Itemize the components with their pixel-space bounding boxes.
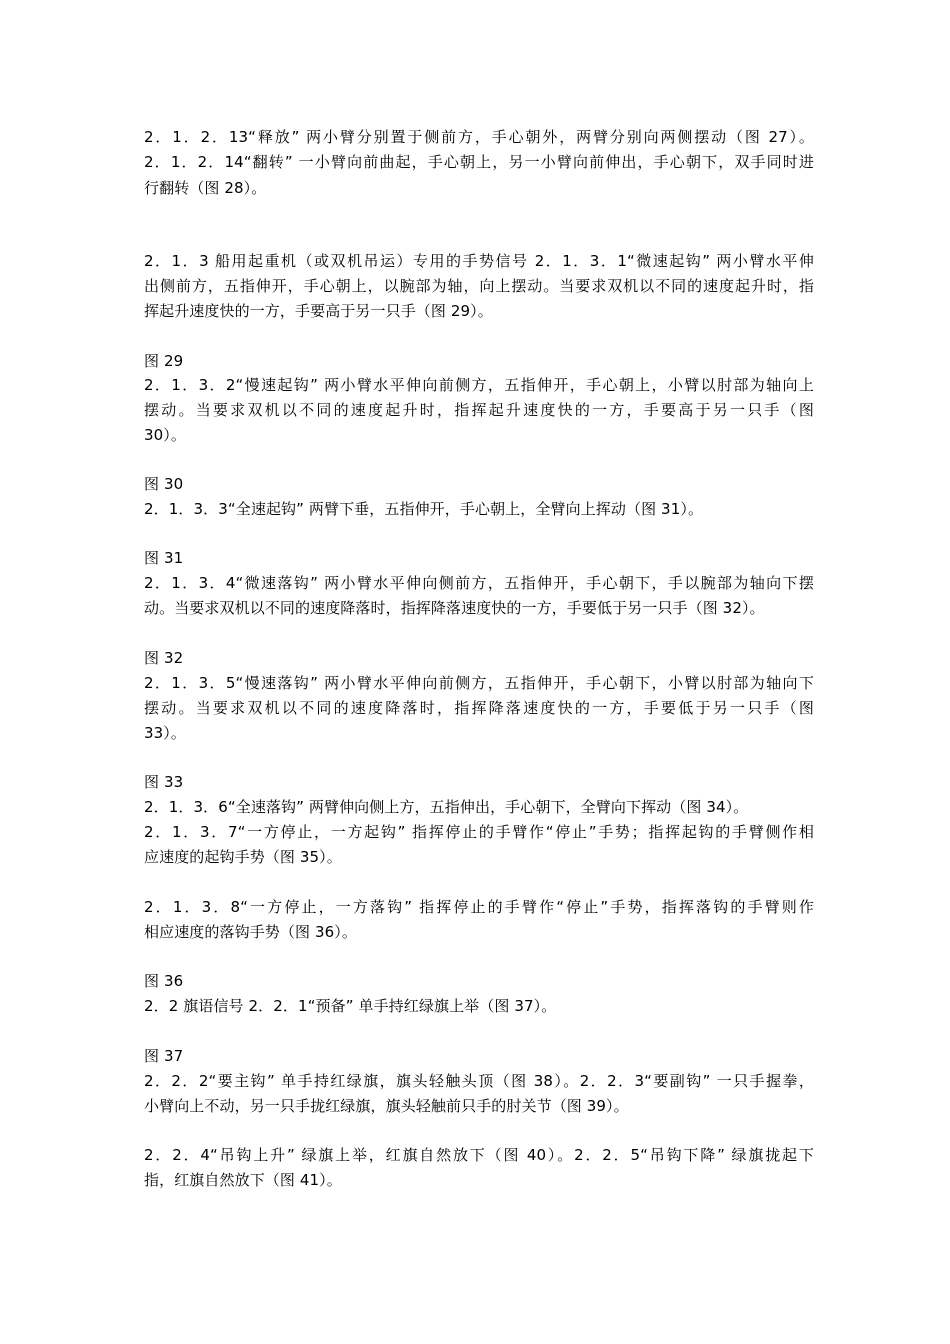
paragraph-2-1-3-2-line-1: 2．1．3．2“慢速起钩” 两小臂水平伸向前侧方，五指伸开，手心朝上，小臂以肘部为轴向上 bbox=[144, 376, 814, 394]
figure-caption-37: 图 37 bbox=[144, 1047, 184, 1065]
paragraph-2-1-3-2-line-3: 30）。 bbox=[144, 426, 186, 444]
paragraph-2-1-3-6: 2．1．3．6“全速落钩” 两臂伸向侧上方，五指伸出，手心朝下，全臂向下挥动（图 34）。 bbox=[144, 798, 749, 816]
paragraph-2-1-3-4-line-2: 动。当要求双机以不同的速度降落时，指挥降落速度快的一方，手要低于另一只手（图 32）。 bbox=[144, 599, 765, 617]
paragraph-2-1-3-5-line-1: 2．1．3．5“慢速落钩” 两小臂水平伸向前侧方，五指伸开，手心朝下，小臂以肘部为轴向下 bbox=[144, 674, 814, 692]
paragraph-2-1-2-13: 2．1．2．13“释放” 两小臂分别置于侧前方，手心朝外，两臂分别向两侧摆动（图 27）。 bbox=[144, 128, 814, 146]
paragraph-2-1-3-8-line-1: 2．1．3．8“一方停止，一方落钩” 指挥停止的手臂作“停止”手势，指挥落钩的手臂则作 bbox=[144, 898, 814, 916]
figure-caption-31: 图 31 bbox=[144, 549, 184, 567]
paragraph-2-1-3-4-line-1: 2．1．3．4“微速落钩” 两小臂水平伸向侧前方，五指伸开，手心朝下，手以腕部为轴向下摆 bbox=[144, 574, 814, 592]
paragraph-2-1-3-8-line-2: 相应速度的落钩手势（图 36）。 bbox=[144, 923, 357, 941]
paragraph-2-1-3-line-3: 挥起升速度快的一方，手要高于另一只手（图 29）。 bbox=[144, 302, 493, 320]
paragraph-2-1-2-14-line-2: 行翻转（图 28）。 bbox=[144, 179, 267, 197]
figure-caption-36: 图 36 bbox=[144, 972, 184, 990]
paragraph-2-2: 2．2 旗语信号 2．2．1“预备” 单手持红绿旗上举（图 37）。 bbox=[144, 997, 557, 1015]
paragraph-2-2-4-line-1: 2．2．4“吊钩上升” 绿旗上举，红旗自然放下（图 40）。2．2．5“吊钩下降” 绿旗拢起下 bbox=[144, 1146, 814, 1164]
paragraph-2-1-3-line-2: 出侧前方，五指伸开，手心朝上，以腕部为轴，向上摆动。当要求双机以不同的速度起升时，指 bbox=[144, 277, 814, 295]
paragraph-2-1-3-2-line-2: 摆动。当要求双机以不同的速度起升时，指挥起升速度快的一方，手要高于另一只手（图 bbox=[144, 401, 814, 419]
paragraph-2-1-3-5-line-3: 33）。 bbox=[144, 724, 186, 742]
figure-caption-32: 图 32 bbox=[144, 649, 184, 667]
paragraph-2-2-2-line-2: 小臂向上不动，另一只手拢红绿旗，旗头轻触前只手的肘关节（图 39）。 bbox=[144, 1097, 629, 1115]
paragraph-2-1-3-line-1: 2．1．3 船用起重机（或双机吊运）专用的手势信号 2．1．3．1“微速起钩” 两小臂水平伸 bbox=[144, 252, 814, 270]
paragraph-2-1-3-5-line-2: 摆动。当要求双机以不同的速度降落时，指挥降落速度快的一方，手要低于另一只手（图 bbox=[144, 699, 814, 717]
paragraph-2-2-4-line-2: 指，红旗自然放下（图 41）。 bbox=[144, 1171, 342, 1189]
paragraph-2-1-3-7-line-2: 应速度的起钩手势（图 35）。 bbox=[144, 848, 342, 866]
paragraph-2-2-2-line-1: 2．2．2“要主钩” 单手持红绿旗，旗头轻触头顶（图 38）。2．2．3“要副钩” 一只手握拳， bbox=[144, 1072, 814, 1090]
figure-caption-29: 图 29 bbox=[144, 352, 184, 370]
paragraph-2-1-3-7-line-1: 2．1．3．7“一方停止，一方起钩” 指挥停止的手臂作“停止”手势；指挥起钩的手臂侧作相 bbox=[144, 823, 814, 841]
figure-caption-30: 图 30 bbox=[144, 475, 184, 493]
figure-caption-33: 图 33 bbox=[144, 773, 184, 791]
paragraph-2-1-3-3: 2．1．3．3“全速起钩” 两臂下垂，五指伸开，手心朝上，全臂向上挥动（图 31）。 bbox=[144, 500, 704, 518]
paragraph-2-1-2-14-line-1: 2．1．2．14“翻转” 一小臂向前曲起，手心朝上，另一小臂向前伸出，手心朝下，双手同时进 bbox=[144, 153, 814, 171]
